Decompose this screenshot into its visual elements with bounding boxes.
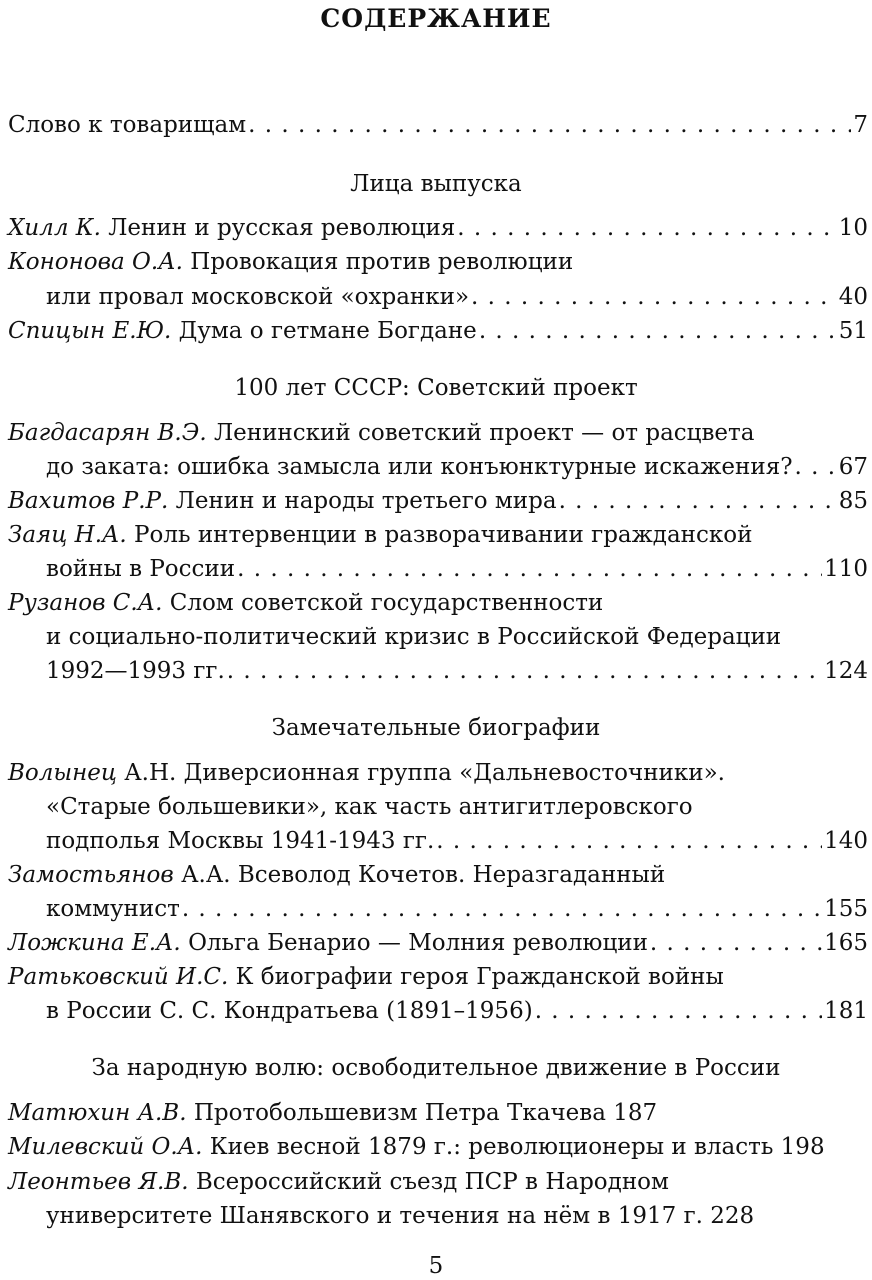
dot-leader — [227, 654, 822, 688]
entry-title: Ленин и русская революция — [108, 215, 456, 241]
entry-title-cont: войны в России — [46, 556, 236, 582]
dot-leader — [650, 926, 822, 960]
entry-author: Вахитов Р.Р. — [8, 488, 169, 514]
dot-leader — [471, 280, 837, 314]
entry-title: Провокация против революции — [190, 249, 574, 275]
toc-entry — [8, 1165, 868, 1199]
entry-title-cont: подполья Москвы 1941-1943 гг. — [46, 828, 435, 854]
entry-author: Хилл К. — [8, 215, 101, 241]
entry-title: Ленинский советский проект — от расцвета — [213, 420, 755, 446]
entry-title: Киев весной 1879 г.: революционеры и власть 198 — [209, 1134, 825, 1160]
entry-page: 110 — [824, 556, 868, 582]
toc-entry — [8, 926, 868, 960]
entry-page: 10 — [838, 215, 868, 241]
toc-entry-continuation — [46, 994, 868, 1028]
entry-author: Милевский О.А. — [8, 1134, 203, 1160]
dot-leader — [436, 824, 822, 858]
section-heading: 100 лет СССР: Советский проект — [234, 375, 638, 401]
toc-entry — [8, 960, 868, 994]
entry-author: Леонтьев Я.В. — [8, 1169, 189, 1195]
entry-author: Матюхин А.В. — [8, 1100, 187, 1126]
toc-entry — [8, 211, 868, 245]
toc-entry — [8, 484, 868, 518]
entry-page: 155 — [824, 896, 868, 922]
entry-page: 40 — [838, 284, 868, 310]
toc-entry — [8, 1096, 868, 1130]
entry-author: Спицын Е.Ю. — [8, 318, 172, 344]
entry-page: 165 — [824, 930, 868, 956]
section-heading: Замечательные биографии — [271, 715, 601, 741]
entry-title-cont: в России С. С. Кондратьева (1891–1956) — [46, 998, 533, 1024]
toc-entry-continuation — [46, 620, 868, 654]
entry-page: 7 — [853, 112, 868, 138]
dot-leader — [795, 450, 837, 484]
entry-page: 51 — [838, 318, 868, 344]
toc-entry — [8, 416, 868, 450]
entry-title: Всероссийский съезд ПСР в Народном — [195, 1169, 669, 1195]
entry-page: 181 — [824, 998, 868, 1024]
entry-title: Роль интервенции в разворачивании гражданской — [134, 522, 753, 548]
toc-entry — [8, 1130, 868, 1164]
entry-author: Кононова О.А. — [8, 249, 183, 275]
entry-author: Заяц Н.А. — [8, 522, 127, 548]
entry-title: Дума о гетмане Богдане — [178, 318, 477, 344]
entry-title-cont: университете Шанявского и течения на нём в 1917 г. 228 — [46, 1203, 755, 1229]
toc-entry — [8, 586, 868, 620]
toc-entry-continuation — [46, 790, 868, 824]
entry-title: Слово к товарищам — [8, 112, 247, 138]
entry-title-cont: коммунист — [46, 896, 180, 922]
entry-title: А.Н. Диверсионная группа «Дальневосточники». — [124, 760, 725, 786]
toc-entry-continuation — [46, 280, 868, 314]
entry-author: Ратьковский И.С. — [8, 964, 229, 990]
entry-author: Ложкина Е.А. — [8, 930, 181, 956]
entry-author: Замостьянов — [8, 862, 174, 888]
entry-author: Багдасарян В.Э. — [8, 420, 207, 446]
toc-entry — [8, 858, 868, 892]
entry-author: Волынец — [8, 760, 117, 786]
toc-entry-continuation — [46, 654, 868, 688]
dot-leader — [535, 994, 822, 1028]
dot-leader — [237, 552, 822, 586]
toc-entry — [8, 245, 868, 279]
entry-title: К биографии героя Гражданской войны — [235, 964, 724, 990]
entry-title: Протобольшевизм Петра Ткачева 187 — [193, 1100, 658, 1126]
toc-entry-continuation — [46, 552, 868, 586]
toc-entry-intro — [8, 108, 868, 142]
section-heading: За народную волю: освободительное движение в России — [91, 1055, 781, 1081]
entry-author: Рузанов С.А. — [8, 590, 163, 616]
section-heading: Лица выпуска — [350, 171, 522, 197]
toc-entry — [8, 314, 868, 348]
entry-title: Ольга Бенарио — Молния революции — [188, 930, 648, 956]
entry-page: 67 — [838, 454, 868, 480]
entry-title: Слом советской государственности — [169, 590, 604, 616]
dot-leader — [457, 211, 836, 245]
entry-title-cont: 1992—1993 гг. — [46, 658, 225, 684]
dot-leader — [182, 892, 822, 926]
entry-title-cont: «Старые большевики», как часть антигитлеровского — [46, 794, 693, 820]
toc-entry-continuation — [46, 824, 868, 858]
entry-page: 140 — [824, 828, 868, 854]
toc-entry-continuation — [46, 892, 868, 926]
entry-page: 124 — [824, 658, 868, 684]
entry-page: 85 — [838, 488, 868, 514]
entry-title: А.А. Всеволод Кочетов. Неразгаданный — [181, 862, 666, 888]
dot-leader — [248, 108, 851, 142]
toc-entry — [8, 756, 868, 790]
entry-title-cont: и социально-политический кризис в Российской Федерации — [46, 624, 782, 650]
toc-entry-continuation — [46, 1199, 868, 1233]
page-title: СОДЕРЖАНИЕ — [320, 4, 552, 33]
page-number: 5 — [428, 1253, 444, 1279]
dot-leader — [479, 314, 837, 348]
entry-title: Ленин и народы третьего мира — [175, 488, 557, 514]
toc-entry — [8, 518, 868, 552]
toc-entry-continuation — [46, 450, 868, 484]
dot-leader — [559, 484, 837, 518]
entry-title-cont: или провал московской «охранки» — [46, 284, 470, 310]
entry-title-cont: до заката: ошибка замысла или конъюнктурные искажения? — [46, 454, 793, 480]
